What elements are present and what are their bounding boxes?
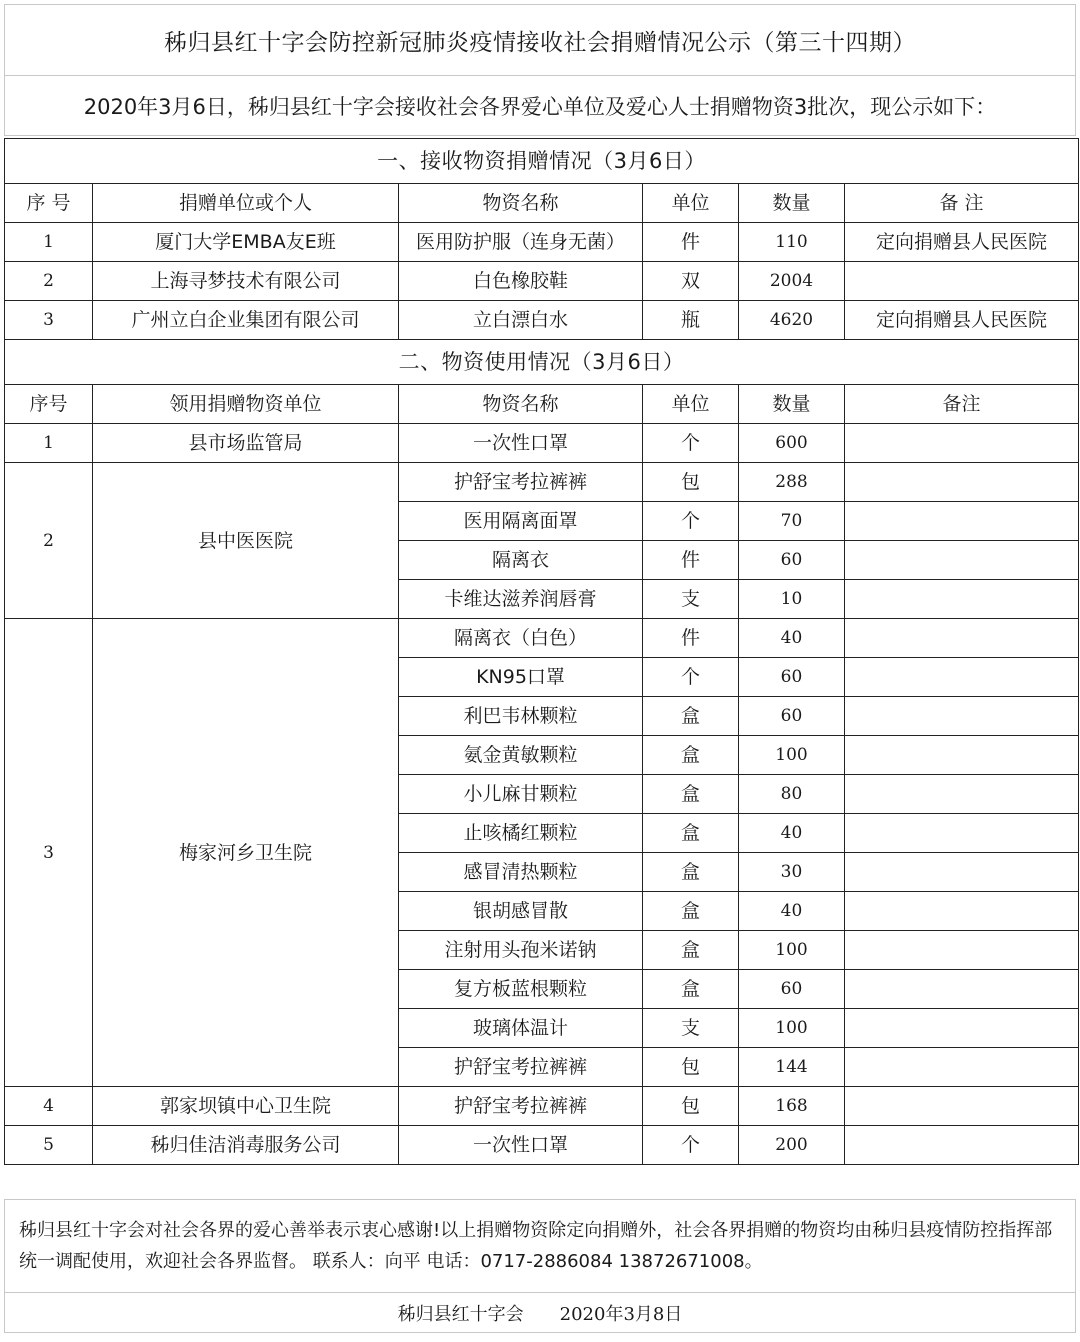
received-note: 定向捐赠县人民医院 [845, 301, 1079, 340]
usage-no: 4 [5, 1087, 93, 1126]
usage-qty: 100 [739, 736, 845, 775]
received-unit: 瓶 [643, 301, 739, 340]
usage-recipient: 郭家坝镇中心卫生院 [93, 1087, 399, 1126]
usage-item: 隔离衣 [399, 541, 643, 580]
usage-unit: 盒 [643, 736, 739, 775]
received-qty: 110 [739, 223, 845, 262]
received-item: 医用防护服（连身无菌） [399, 223, 643, 262]
usage-item: 止咳橘红颗粒 [399, 814, 643, 853]
received-donor: 广州立白企业集团有限公司 [93, 301, 399, 340]
usage-note [845, 775, 1079, 814]
received-unit: 件 [643, 223, 739, 262]
usage-unit: 盒 [643, 814, 739, 853]
section-usage-title: 二、物资使用情况（3月6日） [5, 340, 1079, 385]
usage-qty: 288 [739, 463, 845, 502]
usage-unit: 件 [643, 541, 739, 580]
usage-unit: 盒 [643, 970, 739, 1009]
usage-recipient: 秭归佳洁消毒服务公司 [93, 1126, 399, 1165]
section-received-title: 一、接收物资捐赠情况（3月6日） [5, 139, 1079, 184]
usage-unit: 盒 [643, 853, 739, 892]
received-no: 3 [5, 301, 93, 340]
usage-header-cell: 物资名称 [399, 385, 643, 424]
usage-note [845, 1009, 1079, 1048]
usage-unit: 包 [643, 1048, 739, 1087]
usage-note [845, 424, 1079, 463]
usage-item: 一次性口罩 [399, 1126, 643, 1165]
usage-item: 小儿麻甘颗粒 [399, 775, 643, 814]
usage-item: 护舒宝考拉裤裤 [399, 1048, 643, 1087]
usage-recipient: 梅家河乡卫生院 [93, 619, 399, 1087]
usage-row [5, 424, 1079, 463]
usage-qty: 60 [739, 658, 845, 697]
usage-no: 5 [5, 1126, 93, 1165]
donation-table-body [5, 139, 1079, 1165]
usage-item: 感冒清热颗粒 [399, 853, 643, 892]
usage-item: 利巴韦林颗粒 [399, 697, 643, 736]
usage-note [845, 502, 1079, 541]
usage-note [845, 970, 1079, 1009]
usage-no: 3 [5, 619, 93, 1087]
notice-intro: 2020年3月6日，秭归县红十字会接收社会各界爱心单位及爱心人士捐赠物资3批次，现公示如下： [4, 76, 1076, 136]
usage-header-cell: 数量 [739, 385, 845, 424]
usage-unit: 件 [643, 619, 739, 658]
received-header-cell: 序 号 [5, 184, 93, 223]
usage-recipient: 县市场监管局 [93, 424, 399, 463]
received-row [5, 223, 1079, 262]
usage-row [5, 463, 1079, 502]
usage-unit: 包 [643, 1087, 739, 1126]
usage-qty: 80 [739, 775, 845, 814]
received-header-cell: 单位 [643, 184, 739, 223]
usage-qty: 168 [739, 1087, 845, 1126]
usage-item: 医用隔离面罩 [399, 502, 643, 541]
received-no: 1 [5, 223, 93, 262]
received-qty: 4620 [739, 301, 845, 340]
usage-qty: 60 [739, 970, 845, 1009]
usage-unit: 盒 [643, 892, 739, 931]
usage-note [845, 931, 1079, 970]
usage-row [5, 1126, 1079, 1165]
usage-header-row [5, 385, 1079, 424]
usage-unit: 支 [643, 1009, 739, 1048]
usage-qty: 10 [739, 580, 845, 619]
usage-note [845, 541, 1079, 580]
usage-recipient: 县中医医院 [93, 463, 399, 619]
usage-note [845, 580, 1079, 619]
usage-qty: 40 [739, 619, 845, 658]
received-donor: 上海寻梦技术有限公司 [93, 262, 399, 301]
thanks-note: 秭归县红十字会对社会各界的爱心善举表示衷心感谢!以上捐赠物资除定向捐赠外，社会各界捐赠的物资均由秭归县疫情防控指挥部统一调配使用，欢迎社会各界监督。 联系人：向平 电话：0717-2886084 13872671008。 [4, 1199, 1076, 1293]
usage-qty: 30 [739, 853, 845, 892]
usage-qty: 40 [739, 814, 845, 853]
received-header-cell: 捐赠单位或个人 [93, 184, 399, 223]
usage-item: 隔离衣（白色） [399, 619, 643, 658]
usage-qty: 60 [739, 541, 845, 580]
signature-org: 秭归县红十字会 [397, 1303, 524, 1325]
signature-line [4, 1293, 1076, 1333]
usage-unit: 个 [643, 1126, 739, 1165]
usage-note [845, 1126, 1079, 1165]
usage-item: 护舒宝考拉裤裤 [399, 463, 643, 502]
usage-header-cell: 序号 [5, 385, 93, 424]
usage-qty: 40 [739, 892, 845, 931]
usage-item: 一次性口罩 [399, 424, 643, 463]
usage-qty: 100 [739, 931, 845, 970]
received-qty: 2004 [739, 262, 845, 301]
usage-no: 2 [5, 463, 93, 619]
signature-date: 2020年3月8日 [559, 1303, 683, 1325]
usage-unit: 个 [643, 424, 739, 463]
received-row [5, 301, 1079, 340]
usage-item: 注射用头孢米诺钠 [399, 931, 643, 970]
received-item: 白色橡胶鞋 [399, 262, 643, 301]
usage-unit: 包 [643, 463, 739, 502]
usage-note [845, 697, 1079, 736]
usage-note [845, 1048, 1079, 1087]
usage-note [845, 853, 1079, 892]
usage-unit: 盒 [643, 697, 739, 736]
usage-header-cell: 单位 [643, 385, 739, 424]
usage-unit: 个 [643, 502, 739, 541]
received-header-cell: 物资名称 [399, 184, 643, 223]
usage-note [845, 814, 1079, 853]
usage-row [5, 619, 1079, 658]
usage-qty: 600 [739, 424, 845, 463]
usage-qty: 70 [739, 502, 845, 541]
usage-unit: 盒 [643, 931, 739, 970]
usage-note [845, 619, 1079, 658]
notice-title: 秭归县红十字会防控新冠肺炎疫情接收社会捐赠情况公示（第三十四期） [4, 4, 1076, 76]
usage-item: 复方板蓝根颗粒 [399, 970, 643, 1009]
usage-qty: 144 [739, 1048, 845, 1087]
usage-unit: 支 [643, 580, 739, 619]
received-row [5, 262, 1079, 301]
usage-item: 护舒宝考拉裤裤 [399, 1087, 643, 1126]
received-note: 定向捐赠县人民医院 [845, 223, 1079, 262]
usage-qty: 100 [739, 1009, 845, 1048]
usage-qty: 200 [739, 1126, 845, 1165]
received-item: 立白漂白水 [399, 301, 643, 340]
received-header-row [5, 184, 1079, 223]
usage-item: KN95口罩 [399, 658, 643, 697]
usage-item: 银胡感冒散 [399, 892, 643, 931]
usage-unit: 盒 [643, 775, 739, 814]
received-donor: 厦门大学EMBA友E班 [93, 223, 399, 262]
usage-note [845, 1087, 1079, 1126]
usage-header-cell: 领用捐赠物资单位 [93, 385, 399, 424]
received-header-cell: 数量 [739, 184, 845, 223]
usage-item: 玻璃体温计 [399, 1009, 643, 1048]
section-usage-title-row [5, 340, 1079, 385]
usage-unit: 个 [643, 658, 739, 697]
usage-item: 卡维达滋养润唇膏 [399, 580, 643, 619]
section-received-title-row [5, 139, 1079, 184]
received-header-cell: 备 注 [845, 184, 1079, 223]
received-note [845, 262, 1079, 301]
usage-no: 1 [5, 424, 93, 463]
usage-note [845, 892, 1079, 931]
usage-header-cell: 备注 [845, 385, 1079, 424]
notice-sheet [4, 4, 1076, 1336]
received-no: 2 [5, 262, 93, 301]
received-unit: 双 [643, 262, 739, 301]
usage-qty: 60 [739, 697, 845, 736]
usage-note [845, 658, 1079, 697]
usage-note [845, 463, 1079, 502]
usage-note [845, 736, 1079, 775]
usage-row [5, 1087, 1079, 1126]
donation-table [4, 138, 1079, 1165]
usage-item: 氨金黄敏颗粒 [399, 736, 643, 775]
